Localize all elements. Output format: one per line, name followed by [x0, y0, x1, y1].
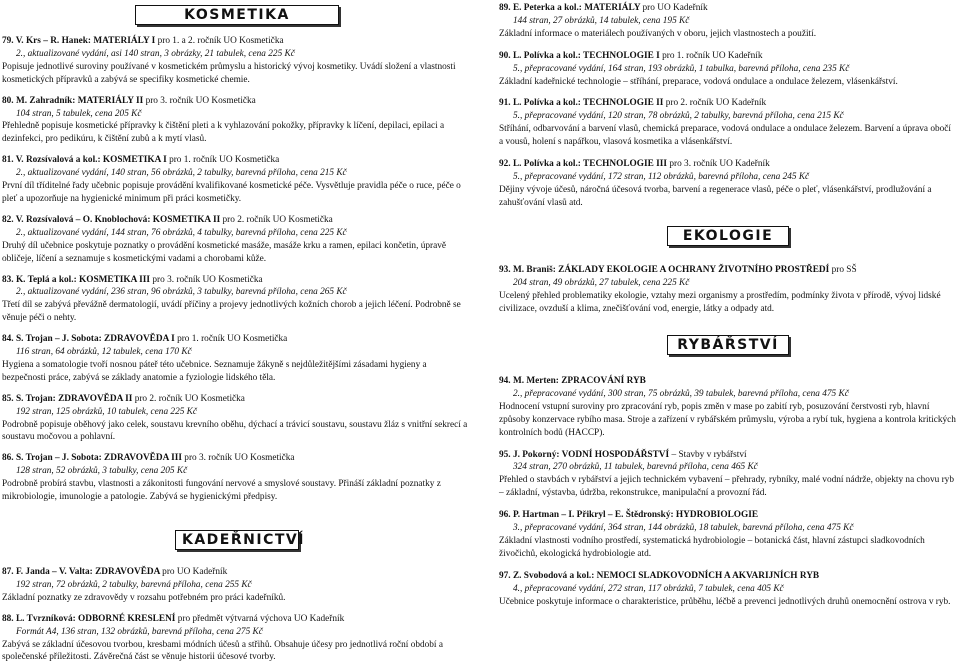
book-entry: [2, 274, 472, 326]
entry-number: 97.: [499, 570, 511, 581]
entry-authors: M. Zahradník:: [15, 95, 76, 106]
entry-heading: [499, 510, 758, 520]
book-entry: [499, 509, 957, 561]
entry-title: MATERIÁLY II: [77, 95, 144, 106]
entry-title: ZDRAVOVĚDA: [95, 567, 160, 577]
entry-target: pro 2. ročník UO Kadeřník: [665, 98, 767, 109]
entry-target: pro 1. ročník UO Kadeřník: [662, 50, 763, 61]
entry-publication-info: 204 stran, 49 obrázků, 27 tabulek, cena 225 Kč: [513, 277, 690, 288]
entry-authors: F. Janda – V. Valta:: [15, 567, 93, 577]
entry-target: pro 1. a 2. ročník UO Kosmetička: [157, 36, 284, 46]
entry-description: Přehledně popisuje kosmetické přípravky k čištění pleti a k vyhlazování pokožky, přípravky k líčení, depilaci, epilaci a dezinfekci, pro pedikúru, k čištění zubů a k mytí vlasů.: [2, 121, 445, 145]
entry-heading: [499, 3, 708, 13]
entry-heading: [499, 265, 857, 275]
entry-authors: Z. Svobodová a kol.:: [512, 570, 595, 581]
entry-title: MATERIÁLY I: [93, 36, 156, 46]
entry-publication-info: 2., aktualizované vydání, 140 stran, 56 obrázků, 2 tabulky, barevná příloha, cena 215 Kč: [16, 168, 347, 179]
entry-heading: [499, 98, 766, 108]
entry-heading: [2, 614, 344, 624]
entry-publication-info: 192 stran, 72 obrázků, 2 tabulky, barevná příloha, cena 255 Kč: [16, 579, 252, 590]
entry-target: pro UO Kadeřník: [162, 567, 228, 577]
book-entry: [2, 333, 472, 385]
entry-authors: L. Polívka a kol.:: [512, 159, 581, 170]
section-header-kosmetika: KOSMETIKA: [135, 5, 339, 25]
book-entry: [499, 570, 957, 609]
entry-description: Podrobně probírá stavbu, vlastnosti a zákonitosti fungování nervové a smyslové soustavy. Přináší základní poznatky z mikrobiologie, imunologie a patologie. Zabývá se hygienickými předpisy.: [2, 479, 441, 503]
entry-target: pro SŠ: [831, 265, 857, 275]
book-entry: [2, 393, 472, 445]
entry-publication-info: 2., aktualizované vydání, 144 stran, 76 obrázků, 4 tabulky, barevná příloha, cena 225 Kč: [16, 227, 347, 238]
entry-publication-info: 3., přepracované vydání, 364 stran, 144 obrázků, 18 tabulek, barevná příloha, cena 475 Kč: [513, 523, 854, 534]
entry-title: ZDRAVOVĚDA I: [104, 334, 175, 345]
entry-description: Přehled o stavbách v rybářství a jejich technickém vybavení – přehrady, rybníky, malé vodní nádrže, objekty na chovu ryb – základní, výstavba, údržba, rekonstrukce, manipulační a provozní řád.: [499, 475, 954, 499]
entry-publication-info: 192 stran, 125 obrázků, 10 tabulek, cena 225 Kč: [16, 406, 198, 417]
kadernictvi-list: [2, 566, 472, 664]
entry-description: První díl tříditelné řady učebnic popisuje provádění kvalifikované kosmetické péče. Vysvětluje pravidla péče o ruce, péče o pleť a upozorňuje na hygienické minimum při práci kosmetičky.: [2, 181, 461, 204]
entry-authors: L. Polívka a kol.:: [512, 98, 581, 109]
book-entry: [499, 97, 957, 149]
entry-publication-info: 324 stran, 270 obrázků, 11 tabulek, barevná příloha, cena 465 Kč: [513, 462, 758, 473]
entry-number: 80.: [2, 95, 14, 106]
entry-target: pro UO Kadeřník: [642, 3, 708, 13]
entry-number: 85.: [2, 393, 14, 404]
entry-number: 88.: [2, 613, 14, 624]
entry-number: 86.: [2, 453, 14, 464]
entry-heading: [499, 571, 819, 581]
entry-title: TECHNOLOGIE III: [583, 159, 668, 170]
entry-authors: E. Peterka a kol.:: [512, 3, 582, 13]
entry-description: Hodnocení vstupní suroviny pro zpracování ryb, popis změn v mase po zabití ryb, posuzování čerstvosti ryb, hlavní způsoby konzervace rybího masa. Stroje a zařízení v rybářském průmyslu, výroba a rybí tuk, hygiena a kontrola kritických kontrolních bodů (HACCP).: [499, 401, 956, 438]
entry-authors: J. Pokorný:: [512, 449, 560, 460]
entry-heading: [2, 394, 245, 404]
entry-title: KOSMETIKA III: [79, 274, 151, 285]
book-entry: [499, 50, 957, 89]
entry-publication-info: 104 stran, 5 tabulek, cena 205 Kč: [16, 108, 142, 119]
entry-title: KOSMETIKA II: [152, 214, 221, 225]
entry-description: Ucelený přehled problematiky ekologie, vztahy mezi organismy a prostředím, podmínky života v přírodě, vývoj lidské civilizace, ovzduší a klima, znečišťování vod, energie, látky a odpady atd.: [499, 290, 941, 314]
entry-target: – Stavby v rybářství: [671, 449, 747, 460]
entry-description: Hygiena a somatologie tvoří nosnou páteř této učebnice. Seznamuje žákyně s nejdůležitějšími zásadami hygieny a bezpečnosti práce, zabývá se základy anatomie a fyziologie lidského těla.: [2, 359, 427, 383]
entry-heading: [2, 453, 295, 463]
entry-authors: M. Braniš:: [512, 265, 556, 275]
entry-publication-info: 5., přepracované vydání, 164 stran, 193 obrázků, 1 tabulka, barevná příloha, cena 235 Kč: [513, 63, 850, 74]
entry-publication-info: 2., přepracované vydání, 300 stran, 75 obrázků, 39 tabulek, barevná příloha, cena 475 Kč: [513, 388, 849, 399]
entry-description: Základní vlastnosti vodního prostředí, systematická hydrobiologie – botanická část, hlavní zástupci sladkovodních živočichů, ekologická hydrobiologie atd.: [499, 535, 925, 559]
entry-publication-info: 4., přepracované vydání, 272 stran, 117 obrázků, 7 tabulek, cena 405 Kč: [513, 583, 784, 594]
entry-description: Zabývá se základní účesovou tvorbou, kresbami módních účesů a střihů. Obsahuje účesy pro jednotlivá roční období a společenské příležitosti. Závěrečná část se věnuje historii účesové tvorby.: [2, 639, 443, 663]
section-header-rybarstvi: RYBÁŘSTVÍ: [667, 335, 789, 355]
entry-target: pro předmět výtvarná výchova UO Kadeřník: [177, 613, 345, 624]
entry-heading: [2, 96, 256, 106]
entry-target: pro 3. ročník UO Kadeřník: [669, 159, 770, 170]
section-header-ekologie: EKOLOGIE: [667, 226, 789, 246]
ekologie-header-wrap: [499, 226, 957, 246]
entry-authors: V. Krs – R. Hanek:: [15, 36, 92, 46]
entry-description: Učebnice poskytuje informace o charakteristice, průběhu, léčbě a prevenci jednotlivých druhů onemocnění ostrova v ryb.: [499, 596, 951, 607]
entry-number: 83.: [2, 274, 14, 285]
book-entry: [2, 95, 472, 147]
entry-title: VODNÍ HOSPODÁŘSTVÍ: [561, 449, 670, 460]
book-entry: [499, 375, 957, 440]
entry-heading: [2, 567, 227, 577]
section-header-kadernictvi: KADEŘNICTVÍ: [175, 530, 299, 550]
entry-description: Podrobně popisuje oběhový jako celek, soustavu krevního oběhu, dýchací a trávicí soustavu, soustavu žláz s vnitřní sekrecí a soustavu močovou a pohlavní.: [2, 419, 468, 443]
entry-authors: M. Merten:: [512, 376, 559, 386]
entry-description: Základní poznatky ze zdravovědy v rozsahu potřebném pro práci kadeřníků.: [2, 592, 286, 603]
entry-number: 87.: [2, 567, 14, 577]
entry-heading: [2, 275, 263, 285]
entry-number: 82.: [2, 214, 14, 225]
entry-description: Třetí díl se zabývá převážně dermatologií, uvádí příčiny a projevy jednotlivých kožních chorob a jejich léčení. Podrobně se věnuje péči o nehty.: [2, 300, 461, 324]
entry-title: TECHNOLOGIE I: [583, 50, 660, 61]
entry-description: Stříhání, odbarvování a barvení vlasů, chemická preparace, vodová ondulace a ondulace železem. Barvení a úprava obočí a vousů, holení s napářkou, vlasová kosmetika a vlásenkářství.: [499, 124, 951, 148]
entry-target: pro 2. ročník UO Kosmetička: [222, 214, 333, 225]
entry-publication-info: 5., přepracované vydání, 172 stran, 112 obrázků, barevná příloha, cena 245 Kč: [513, 171, 810, 182]
entry-number: 94.: [499, 376, 511, 386]
book-entry: [2, 452, 472, 504]
entry-publication-info: 144 stran, 27 obrázků, 14 tabulek, cena 195 Kč: [513, 15, 690, 26]
entry-description: Druhý díl učebnice poskytuje poznatky o provádění kosmetické masáže, masáže krku a ramen, epilaci končetin, úpravě obličeje, líčení a seznamuje s kosmetickými vadami a chorobami kůže.: [2, 240, 447, 264]
entry-description: Popisuje jednotlivé suroviny používané v kosmetickém průmyslu a historický vývoj kosmetiky. Uvádí složení a vlastnosti kosmetických přípravků a zabývá se specifiky kosmetické chemie.: [2, 61, 456, 85]
entry-publication-info: Formát A4, 136 stran, 132 obrázků, barevná příloha, cena 275 Kč: [16, 626, 263, 637]
entry-title: ZDRAVOVĚDA III: [104, 453, 182, 464]
entry-heading: [499, 376, 646, 386]
entry-heading: [2, 36, 284, 46]
entry-heading: [2, 334, 287, 344]
entry-title: KOSMETIKA I: [102, 155, 167, 166]
book-entry: [499, 264, 957, 316]
entry-publication-info: 2., aktualizované vydání, asi 140 stran, 3 obrázky, 21 tabulek, cena 225 Kč: [16, 48, 295, 59]
entry-number: 90.: [499, 50, 511, 61]
kadernictvi-header-wrap: [2, 530, 472, 550]
entry-heading: [499, 51, 763, 61]
entry-description: Základní kadeřnické technologie – stříhání, preparace, vodová ondulace a ondulace železem, vlásenkářství.: [499, 76, 898, 87]
entry-publication-info: 128 stran, 52 obrázků, 3 tabulky, cena 205 Kč: [16, 466, 188, 477]
entry-authors: K. Teplá a kol.:: [15, 274, 77, 285]
book-entry: [499, 2, 957, 41]
entry-heading: [2, 155, 279, 165]
entry-authors: P. Hartman – I. Přikryl – E. Štědronský:: [512, 510, 674, 521]
entry-number: 91.: [499, 98, 511, 109]
book-entry: [499, 449, 957, 501]
entry-description: Dějiny vývoje účesů, náročná účesová tvorba, barvení a regenerace vlasů, péče o pleť, vlásenkářství, prodlužování a zahušťování vlasů atd.: [499, 184, 932, 208]
entry-target: pro 2. ročník UO Kosmetička: [134, 393, 245, 404]
entry-title: ODBORNÉ KRESLENÍ: [78, 613, 176, 624]
entry-title: ZPRACOVÁNÍ RYB: [561, 376, 646, 386]
entry-authors: S. Trojan – J. Sobota:: [15, 334, 102, 345]
book-entry: [2, 214, 472, 266]
rybarstvi-header-wrap: [499, 335, 957, 355]
entry-number: 93.: [499, 265, 511, 275]
entry-target: pro 3. ročník UO Kosmetička: [145, 95, 256, 106]
entry-number: 79.: [2, 36, 14, 46]
entry-title: HYDROBIOLOGIE: [675, 510, 759, 521]
entry-number: 96.: [499, 510, 511, 521]
entry-authors: L. Polívka a kol.:: [512, 50, 581, 61]
entry-target: pro 1. ročník UO Kosmetička: [169, 155, 280, 166]
book-entry: [2, 35, 472, 87]
entry-heading: [499, 159, 770, 169]
entry-title: NEMOCI SLADKOVODNÍCH A AKVARIJNÍCH RYB: [596, 570, 820, 581]
book-entry: [499, 158, 957, 210]
entry-number: 84.: [2, 334, 14, 345]
kosmetika-header-wrap: [2, 5, 472, 25]
book-entry: [2, 613, 472, 665]
entry-publication-info: 2., aktualizované vydání, 236 stran, 96 obrázků, 3 tabulky, barevná příloha, cena 265 Kč: [16, 287, 347, 298]
entry-number: 92.: [499, 159, 511, 170]
entry-title: ZDRAVOVĚDA II: [58, 393, 133, 404]
entry-publication-info: 5., přepracované vydání, 120 stran, 78 obrázků, 2 tabulky, barevná příloha, cena 215 Kč: [513, 111, 844, 122]
kadernictvi-list-continued: [499, 2, 957, 210]
entry-authors: V. Rozsívalová – O. Knoblochová:: [15, 214, 151, 225]
entry-target: pro 3. ročník UO Kosmetička: [184, 453, 295, 464]
entry-authors: S. Trojan:: [15, 393, 56, 404]
rybarstvi-list: [499, 375, 957, 609]
entry-description: Základní informace o materiálech používaných v oboru, jejich vlastnostech a použití.: [499, 28, 817, 39]
book-entry: [2, 154, 472, 206]
entry-authors: V. Rozsívalová a kol.:: [15, 155, 101, 166]
entry-number: 95.: [499, 449, 511, 460]
kosmetika-list: [2, 35, 472, 504]
book-entry: [2, 566, 472, 605]
entry-publication-info: 116 stran, 64 obrázků, 12 tabulek, cena 170 Kč: [16, 347, 192, 358]
entry-number: 89.: [499, 3, 511, 13]
entry-authors: S. Trojan – J. Sobota:: [15, 453, 102, 464]
entry-heading: [2, 215, 333, 225]
entry-title: TECHNOLOGIE II: [583, 98, 664, 109]
entry-title: ZÁKLADY EKOLOGIE A OCHRANY ŽIVOTNÍHO PROSTŘEDÍ: [558, 265, 830, 275]
entry-target: pro 1. ročník UO Kosmetička: [177, 334, 288, 345]
entry-number: 81.: [2, 155, 14, 166]
entry-heading: [499, 450, 747, 460]
ekologie-list: [499, 264, 957, 316]
entry-authors: L. Tvrzníková:: [15, 613, 76, 624]
entry-title: MATERIÁLY: [584, 3, 641, 13]
entry-target: pro 3. ročník UO Kosmetička: [152, 274, 263, 285]
